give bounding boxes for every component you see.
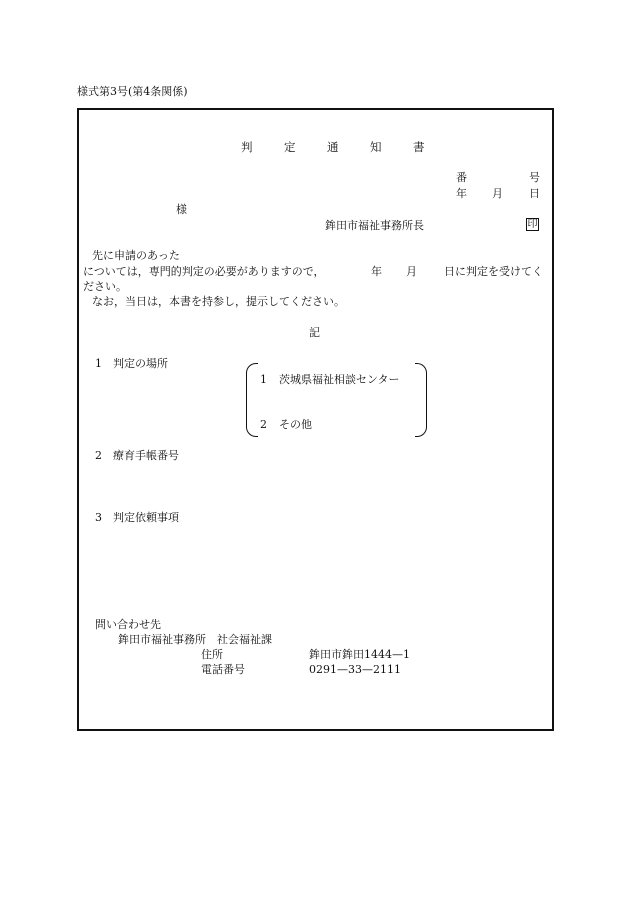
- document-title: [241, 142, 425, 154]
- body-line-4: なお，当日は，本書を持参し，提示してください。: [92, 295, 345, 308]
- form-label: 様式第3号(第4条関係): [77, 85, 188, 98]
- body-line-3: ださい。: [83, 280, 127, 293]
- ki-heading: 記: [309, 326, 320, 339]
- item-3-label: 判定依頼事項: [113, 511, 179, 524]
- issuer-name: 鉾田市福祉事務所長: [325, 219, 424, 232]
- contact-address-value: 鉾田市鉾田1444—1: [309, 648, 410, 661]
- contact-heading: 問い合わせ先: [95, 618, 161, 631]
- contact-office: 鉾田市福祉事務所 社会福祉課: [118, 633, 272, 646]
- date-day: 日: [529, 187, 540, 200]
- item-2-label: 療育手帳番号: [113, 449, 179, 462]
- number-suffix: 号: [529, 171, 540, 184]
- body-line-2-end: 日に判定を受けてく: [444, 265, 543, 278]
- item-2-number: 2: [95, 449, 102, 462]
- title-char: 判: [241, 140, 253, 154]
- title-char: 知: [370, 140, 382, 154]
- place-option-2-text: その他: [279, 418, 312, 431]
- item-1-number: 1: [95, 357, 102, 370]
- title-char: 定: [284, 140, 296, 154]
- body-line-2: については，専門的判定の必要がありますので，: [83, 265, 325, 278]
- addressee-suffix: 様: [176, 203, 187, 216]
- right-brace: [415, 363, 427, 437]
- title-char: 書: [413, 140, 425, 154]
- contact-phone-value: 0291—33—2111: [309, 663, 401, 676]
- seal-mark: 印: [527, 219, 538, 230]
- date-month: 月: [492, 187, 503, 200]
- place-option-2-number: 2: [260, 418, 267, 431]
- place-option-1-text: 茨城県福祉相談センター: [279, 373, 400, 386]
- number-label: 番: [456, 171, 467, 184]
- item-1-label: 判定の場所: [113, 357, 168, 370]
- left-brace: [246, 363, 258, 437]
- body-line-2-year: 年: [371, 265, 382, 278]
- body-line-1: 先に申請のあった: [92, 249, 180, 262]
- date-year: 年: [456, 187, 467, 200]
- contact-address-label: 住所: [201, 648, 223, 661]
- item-3-number: 3: [95, 511, 102, 524]
- place-option-1-number: 1: [260, 373, 267, 386]
- contact-phone-label: 電話番号: [201, 663, 245, 676]
- title-char: 通: [327, 140, 339, 154]
- body-line-2-month: 月: [406, 265, 417, 278]
